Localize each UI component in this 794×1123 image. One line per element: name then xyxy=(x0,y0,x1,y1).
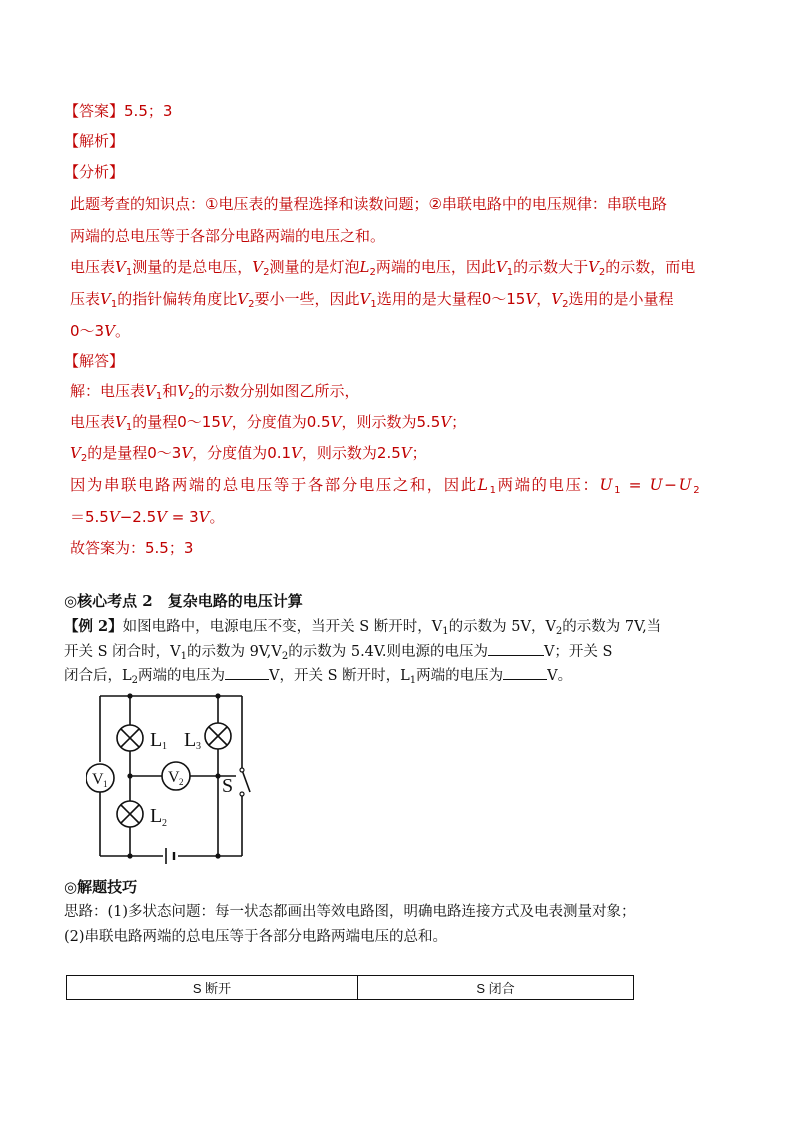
sub: 1 xyxy=(442,626,449,637)
sub: 1 xyxy=(155,391,163,402)
text-seg: 的示数为 5.4V.则电源的电压为 xyxy=(288,644,488,660)
var-v: V xyxy=(237,290,249,308)
svg-text:1: 1 xyxy=(103,779,108,789)
var-u: U xyxy=(599,476,615,494)
text-seg: 的示数大于 xyxy=(513,258,589,276)
answer-blank-3[interactable] xyxy=(503,665,547,680)
var-v: V xyxy=(252,258,264,276)
var-v: V xyxy=(400,444,412,462)
label-l3: L xyxy=(184,729,197,751)
table-header-closed: S 闭合 xyxy=(476,981,515,996)
answer-line xyxy=(64,100,172,122)
sub: 2 xyxy=(693,485,702,496)
analysis-header: 【解析】 xyxy=(64,132,125,150)
var-v: V xyxy=(156,508,167,526)
switch-contact xyxy=(240,792,244,796)
svg-text:2: 2 xyxy=(179,777,184,787)
text-seg: ，则示数为 xyxy=(341,413,417,431)
svg-text:V: V xyxy=(92,771,104,788)
text-seg: 因为串联电路两端的总电压等于各部分电压之和，因此 xyxy=(70,476,478,494)
fenxi-p4 xyxy=(70,320,130,342)
sub: 2 xyxy=(248,299,255,310)
sub: 1 xyxy=(180,651,187,662)
text-seg: 的示数为 7V,当 xyxy=(562,619,662,635)
tips-line1: 思路：(1)多状态问题：每一状态都画出等效电路图，明确电路连接方式及电表测量对象； xyxy=(64,904,636,920)
answer-blank-1[interactable] xyxy=(488,641,544,656)
var-u: U xyxy=(678,476,694,494)
text-seg: 的示数，而电 xyxy=(605,258,696,276)
junction-dot xyxy=(215,853,220,858)
sub: 1 xyxy=(614,485,623,496)
example2-line1 xyxy=(64,616,661,640)
text-seg: 解：电压表 xyxy=(70,382,146,400)
junction-dot xyxy=(215,693,220,698)
var-v: V xyxy=(177,382,189,400)
text-seg: 选用的是小量程 xyxy=(568,290,674,308)
tips-line2: (2)串联电路两端的总电压等于各部分电路两端电压的总和。 xyxy=(64,929,448,945)
var-v: V xyxy=(115,413,126,431)
jieda-l5: ＝5.5V−2.5V = 3V。 xyxy=(70,508,225,526)
text-seg: 的是量程 xyxy=(87,444,148,462)
fenxi-p1-line2: 两端的总电压等于各部分电路两端的电压之和。 xyxy=(70,227,386,245)
switch-contact xyxy=(240,768,244,772)
label-s: S xyxy=(222,775,234,797)
svg-text:1: 1 xyxy=(162,741,167,752)
text-seg: 的指针偏转角度比 xyxy=(117,290,238,308)
sub: 1 xyxy=(409,675,417,686)
text-seg: 2.5 xyxy=(376,444,401,462)
example-label: 【例 2】 xyxy=(64,618,123,635)
text-seg: 和 xyxy=(162,382,178,400)
text-seg: ； xyxy=(411,444,427,462)
text-seg: ； xyxy=(451,413,467,431)
text-seg: 0.1 xyxy=(267,444,292,462)
sub: 2 xyxy=(188,391,195,402)
text-seg: 测量的是总电压， xyxy=(132,258,253,276)
fenxi-p2 xyxy=(70,256,695,281)
jieda-l2 xyxy=(70,411,466,436)
var-u: U xyxy=(649,476,665,494)
var-v: V xyxy=(220,413,232,431)
text-seg: 的量程 xyxy=(132,413,178,431)
text-seg: − xyxy=(664,476,679,494)
var-v: V xyxy=(115,258,126,276)
voltmeter-v1-icon xyxy=(86,764,114,792)
lamp-l2-icon xyxy=(117,801,143,827)
var-v: V xyxy=(588,258,599,276)
voltmeter-v2-icon xyxy=(162,762,190,790)
lamp-l1-icon xyxy=(117,725,143,751)
text-seg: 要小一些，因此 xyxy=(254,290,360,308)
text-seg: 的示数为 5V，V xyxy=(448,619,556,635)
answer-text: 5.5；3 xyxy=(124,102,173,120)
text-seg: ，分度值为 xyxy=(192,444,268,462)
sub: 2 xyxy=(369,267,376,278)
text-seg: = xyxy=(628,476,644,494)
text-seg: 的示数分别如图乙所示， xyxy=(194,382,360,400)
var-v: V xyxy=(330,413,342,431)
text-seg: ，分度值为 xyxy=(231,413,307,431)
text-seg: 闭合后，L xyxy=(64,668,132,684)
text-seg: − xyxy=(119,508,133,526)
sub: 2 xyxy=(598,267,606,278)
svg-text:V: V xyxy=(168,769,180,786)
example2-line3 xyxy=(64,665,572,689)
svg-text:2: 2 xyxy=(162,818,167,829)
text-seg: 0～15 xyxy=(481,290,526,308)
fenxi-p3 xyxy=(70,288,673,313)
var-v: V xyxy=(291,444,302,462)
label-l2: L xyxy=(150,805,163,827)
text-seg: V，开关 S 断开时，L xyxy=(269,668,410,684)
var-v: V xyxy=(525,290,537,308)
var-v: V xyxy=(70,444,81,462)
var-v: V xyxy=(104,322,115,340)
var-v: V xyxy=(108,508,120,526)
sub: 1 xyxy=(370,299,377,310)
fenxi-p1-line1: 此题考查的知识点：①电压表的量程选择和读数问题；②串联电路中的电压规律：串联电路 xyxy=(70,195,667,213)
section2-title: ◎核心考点 2 复杂电路的电压计算 xyxy=(64,592,303,610)
jieda-l1 xyxy=(70,380,359,405)
text-seg: 。 xyxy=(209,508,225,526)
text-seg: 压表 xyxy=(70,290,101,308)
sub: 2 xyxy=(562,299,569,310)
text-seg: 0.5 xyxy=(306,413,331,431)
var-v: V xyxy=(359,290,371,308)
text-seg: ＝5.5 xyxy=(70,508,109,526)
text-seg: 电压表 xyxy=(70,258,116,276)
sub: 2 xyxy=(131,675,139,686)
text-seg: 两端的电压，因此 xyxy=(375,258,496,276)
text-seg: 两端的电压： xyxy=(497,476,600,494)
var-v: V xyxy=(495,258,507,276)
text-seg: ，则示数为 xyxy=(301,444,377,462)
sub: 1 xyxy=(506,267,514,278)
answer-blank-2[interactable] xyxy=(225,665,269,680)
text-seg: 0～15 xyxy=(177,413,221,431)
example2-line2 xyxy=(64,641,612,665)
sub: 2 xyxy=(281,651,289,662)
text-seg: 开关 S 闭合时，V xyxy=(64,644,181,660)
text-seg: V；开关 S xyxy=(543,644,613,660)
var-v: V xyxy=(145,382,156,400)
var-v: V xyxy=(198,508,210,526)
label-l1: L xyxy=(150,729,163,751)
junction-dot xyxy=(127,773,132,778)
text-seg: 5.5 xyxy=(416,413,441,431)
text-seg: 测量的是灯泡 xyxy=(269,258,360,276)
junction-dot xyxy=(127,693,132,698)
junction-dot xyxy=(127,853,132,858)
var-v: V xyxy=(440,413,452,431)
sub: 2 xyxy=(555,626,563,637)
text-seg: = xyxy=(171,508,185,526)
table-header-open: S 断开 xyxy=(67,976,358,999)
junction-dot xyxy=(215,773,220,778)
text-seg: 电压表 xyxy=(70,413,116,431)
jieda-l6: 故答案为：5.5；3 xyxy=(70,539,194,557)
sub: 1 xyxy=(489,485,498,496)
var-v: V xyxy=(100,290,111,308)
text-seg: 的示数为 9V,V xyxy=(187,644,282,660)
sub: 2 xyxy=(80,453,88,464)
sub: 2 xyxy=(263,267,270,278)
state-table xyxy=(66,975,634,1000)
var-l: L xyxy=(359,258,370,276)
sub: 1 xyxy=(125,422,133,433)
sub: 1 xyxy=(125,267,133,278)
var-v: V xyxy=(181,444,193,462)
text-seg: 两端的电压为 xyxy=(416,668,504,684)
text-seg: 0～3 xyxy=(147,444,182,462)
text-seg: 两端的电压为 xyxy=(138,668,226,684)
answer-label: 【答案】 xyxy=(64,102,125,120)
jieda-l3 xyxy=(70,442,427,467)
tips-title: ◎解题技巧 xyxy=(64,878,138,896)
fenxi-label: 【分析】 xyxy=(64,163,125,181)
var-v: V xyxy=(551,290,563,308)
text-seg: 如图电路中，电源电压不变，当开关 S 断开时，V xyxy=(122,619,443,635)
text-seg: 。 xyxy=(114,322,130,340)
var-l: L xyxy=(477,476,490,494)
lamp-l3-icon xyxy=(205,723,231,749)
text-seg: 选用的是大量程 xyxy=(376,290,482,308)
sub: 1 xyxy=(110,299,118,310)
jieda-l4 xyxy=(70,474,701,499)
jieda-label: 【解答】 xyxy=(64,352,125,370)
svg-text:3: 3 xyxy=(196,741,201,752)
circuit-diagram xyxy=(86,690,266,870)
text-seg: ， xyxy=(536,290,552,308)
text-seg: 0～3 xyxy=(70,322,105,340)
text-seg: V。 xyxy=(547,668,573,684)
